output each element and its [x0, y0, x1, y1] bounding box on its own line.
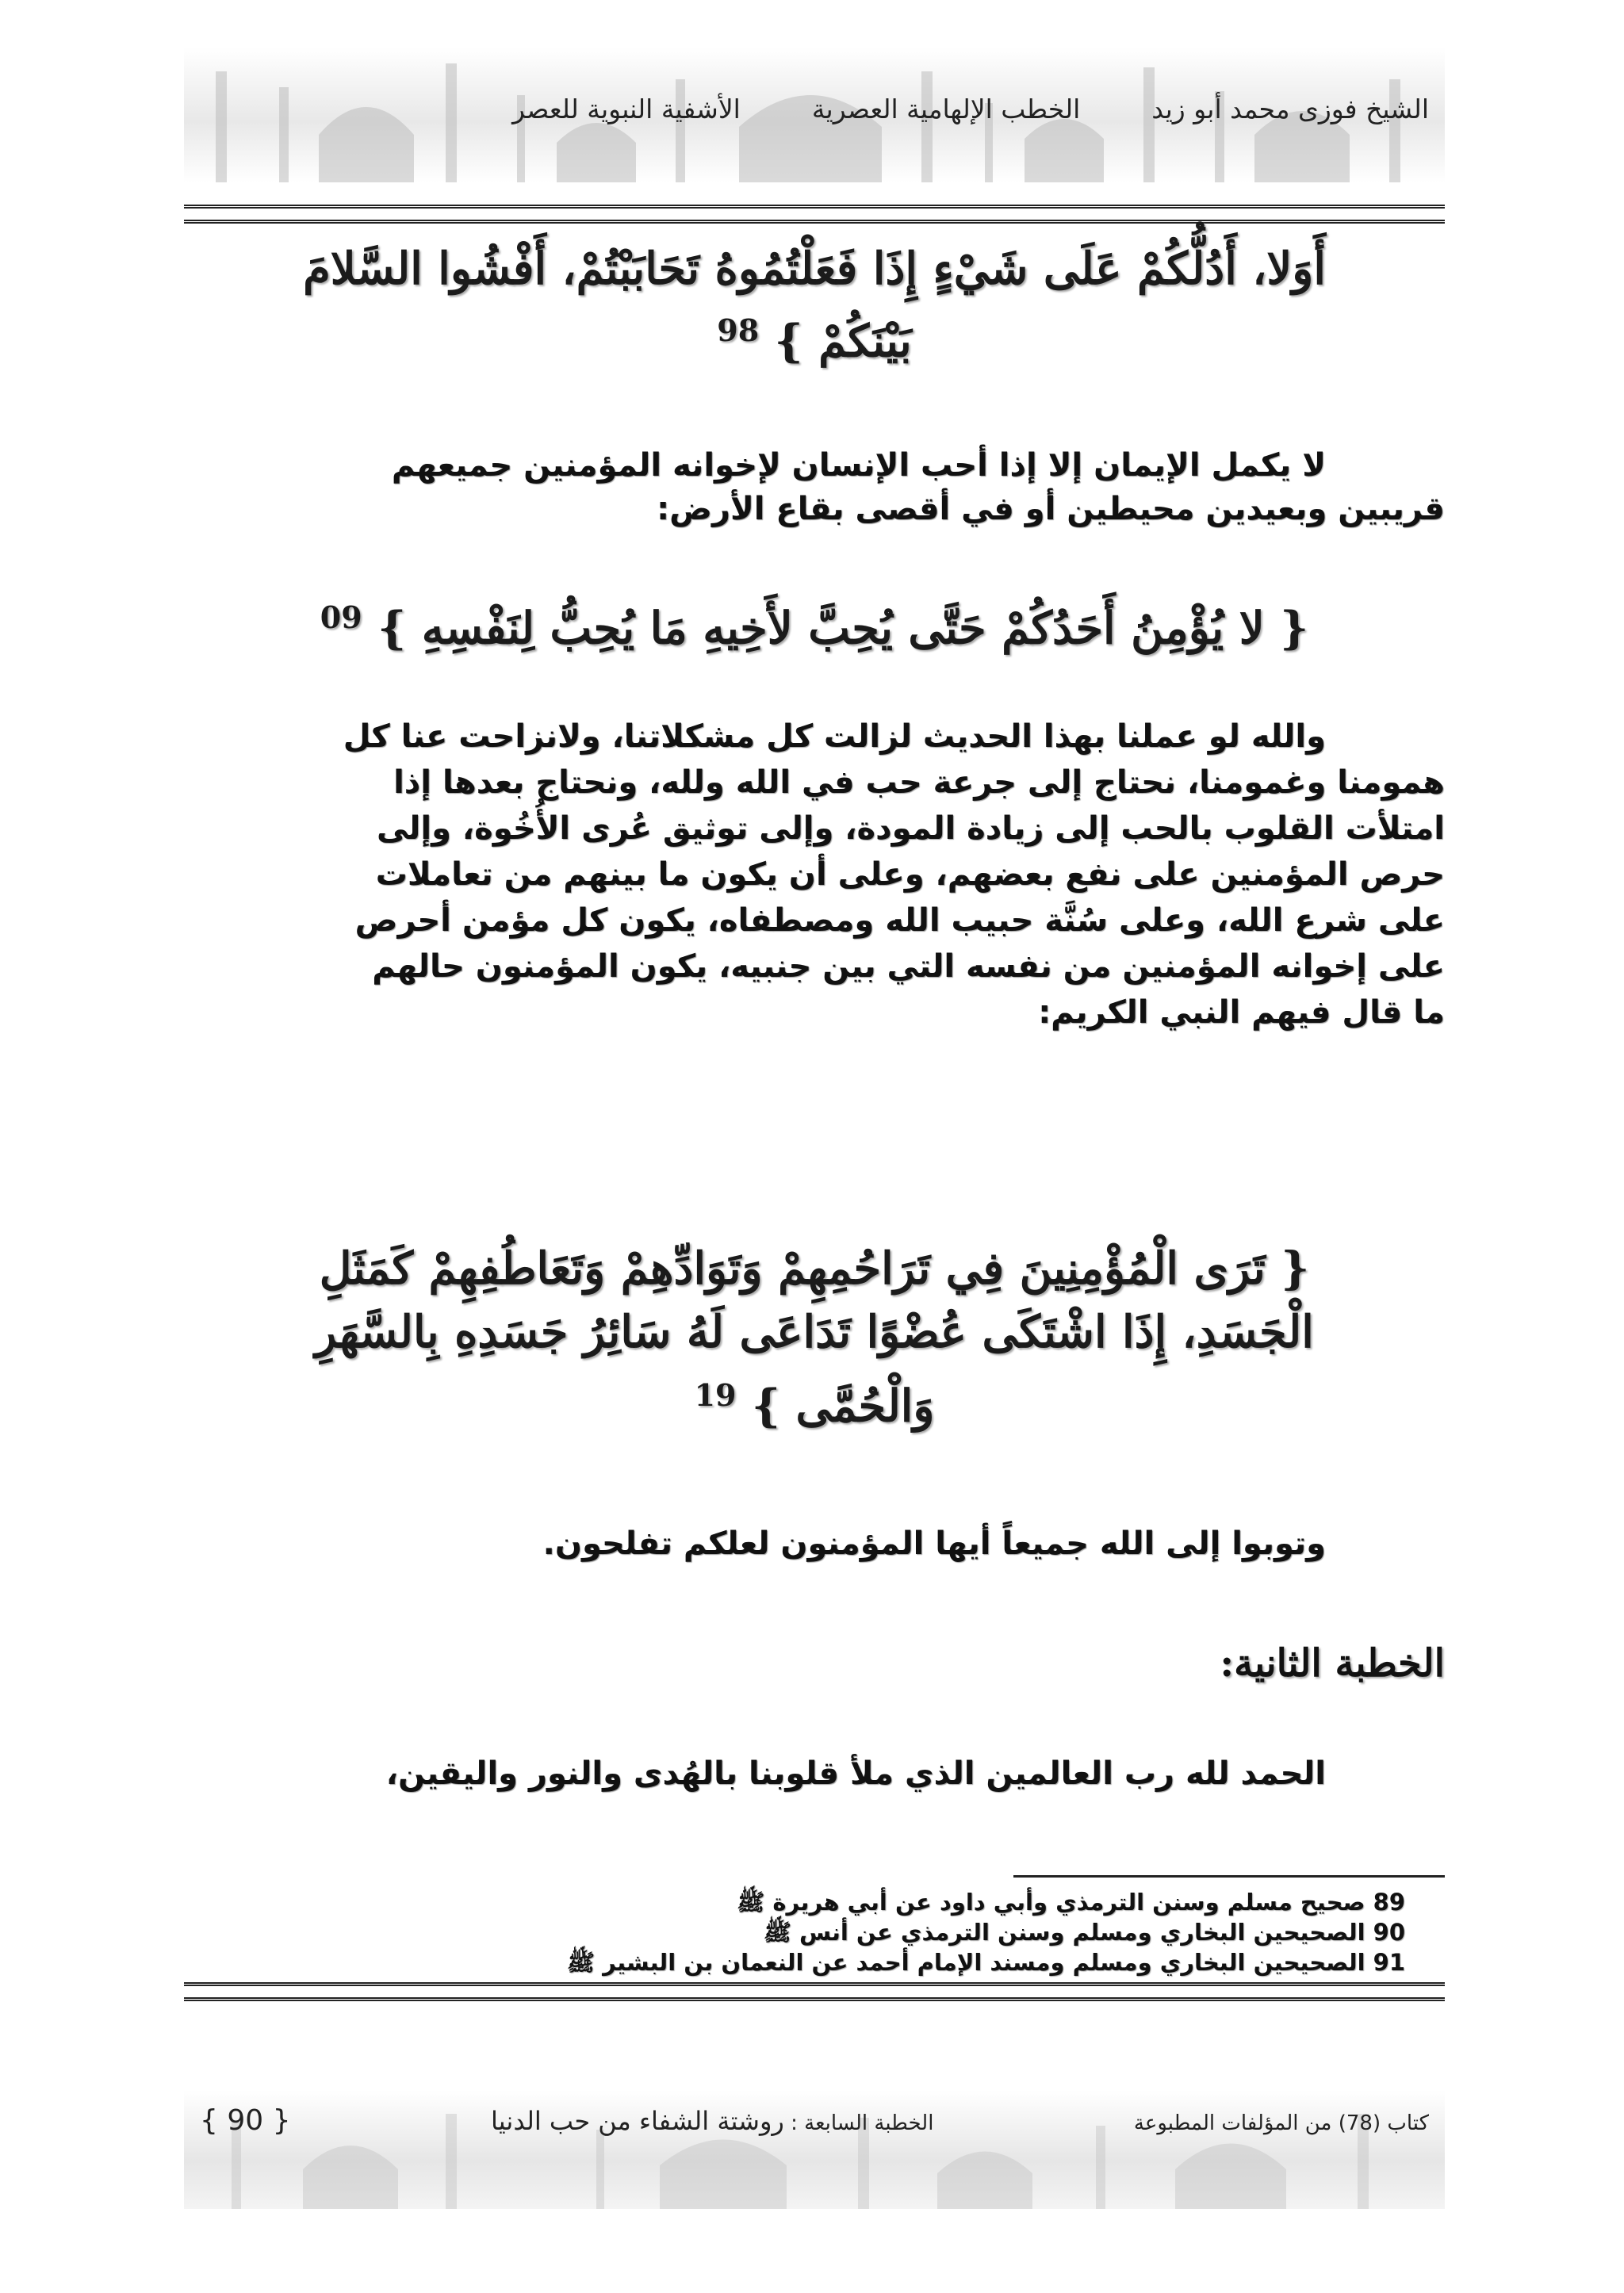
- hadith-quote-1: [184, 238, 1445, 373]
- footer-book-label: كتاب (78) من المؤلفات المطبوعة: [1133, 2111, 1429, 2135]
- closing-line: [184, 1522, 1445, 1566]
- footnote-ref: 09: [320, 599, 362, 635]
- hamd-line: [184, 1752, 1445, 1796]
- paragraph-1: [184, 444, 1445, 531]
- quote-line-text: وَالْحُمَّى }: [752, 1380, 935, 1433]
- header-rule: [184, 205, 1445, 224]
- footnote: 90 الصحيحين البخاري ومسلم وسنن الترمذي عن أنس ﷺ: [763, 1919, 1405, 1946]
- quote-line: { تَرَى الْمُؤْمِنِينَ فِي تَرَاحُمِهِمْ وَتَوَادِّهِمْ وَتَعَاطُفِهِمْ كَمَثَلِ: [319, 1242, 1310, 1295]
- header-series: الخطب الإلهامية العصرية: [811, 94, 1081, 124]
- footnote-separator: [1013, 1875, 1445, 1878]
- header-book: الأشفية النبوية للعصر: [512, 94, 741, 124]
- quote-line-text: { لا يُؤْمِنُ أَحَدُكُمْ حَتَّى يُحِبَّ لأَخِيهِ مَا يُحِبُّ لِنَفْسِهِ }: [377, 602, 1309, 655]
- hadith-quote-2: [184, 587, 1445, 660]
- paragraph-line: امتلأت القلوب بالحب إلى زيادة المودة، وإلى توثيق عُرى الأُخُوة، وإلى: [376, 810, 1445, 847]
- paragraph-line: حرص المؤمنين على نفع بعضهم، وعلى أن يكون ما بينهم من تعاملات: [375, 856, 1445, 893]
- footnotes: [184, 1887, 1405, 1977]
- paragraph-line: لا يكمل الإيمان إلا إذا أحب الإنسان لإخوانه المؤمنين جميعهم: [391, 447, 1326, 484]
- footnote-ref: 98: [717, 312, 760, 348]
- hadith-quote-3: [184, 1237, 1445, 1438]
- quote-line-text: بَيْنَكُمْ }: [774, 315, 912, 368]
- footer-sermon: [491, 2106, 933, 2136]
- footer-sermon-title: روشتة الشفاء من حب الدنيا: [491, 2106, 784, 2136]
- hamd-text: الحمد لله رب العالمين الذي ملأ قلوبنا بالهُدى والنور واليقين،: [385, 1755, 1326, 1792]
- footnote: 89 صحيح مسلم وسنن الترمذي وأبي داود عن أبي هريرة ﷺ: [737, 1889, 1405, 1916]
- footer-rule: [184, 1982, 1445, 2001]
- paragraph-2: [184, 714, 1445, 1035]
- paragraph-line: والله لو عملنا بهذا الحديث لزالت كل مشكلاتنا، ولانزاحت عنا كل: [343, 718, 1326, 755]
- footnote: 91 الصحيحين البخاري ومسلم ومسند الإمام أحمد عن النعمان بن البشير ﷺ: [566, 1949, 1405, 1976]
- paragraph-line: قريبين وبعيدين محيطين أو في أقصى بقاع الأرض:: [657, 491, 1445, 527]
- running-footer: [200, 2104, 1429, 2137]
- closing-text: وتوبوا إلى الله جميعاً أيها المؤمنون لعلكم تفلحون.: [542, 1525, 1326, 1562]
- footer-sermon-label: الخطبة السابعة :: [791, 2111, 934, 2135]
- quote-line: [184, 300, 1445, 373]
- second-sermon-heading: الخطبة الثانية:: [1220, 1641, 1445, 1686]
- quote-line: الْجَسَدِ، إِذَا اشْتَكَى عُضْوًا تَدَاعَى لَهُ سَائِرُ جَسَدِهِ بِالسَّهَرِ: [315, 1306, 1314, 1358]
- running-header: [512, 94, 1429, 124]
- paragraph-line: على شرع الله، وعلى سُنَّة حبيب الله ومصطفاه، يكون كل مؤمن أحرص: [354, 902, 1445, 939]
- page-number: { 90 }: [200, 2104, 291, 2137]
- quote-line: أَوَلا، أَدُلُّكُمْ عَلَى شَيْءٍ إِذَا فَعَلْتُمُوهُ تَحَابَبْتُمْ، أَفْشُوا السَّلامَ: [303, 243, 1326, 295]
- paragraph-line: على إخوانه المؤمنين من نفسه التي بين جنبيه، يكون المؤمنون حالهم: [372, 948, 1445, 985]
- paragraph-line: ما قال فيهم النبي الكريم:: [1038, 994, 1445, 1031]
- footnote-ref: 19: [694, 1377, 737, 1413]
- header-author: الشيخ فوزى محمد أبو زيد: [1151, 94, 1429, 124]
- quote-line: [184, 1364, 1445, 1438]
- paragraph-line: همومنا وغمومنا، نحتاج إلى جرعة حب في الله ولله، ونحتاج بعدها إذا: [393, 764, 1445, 801]
